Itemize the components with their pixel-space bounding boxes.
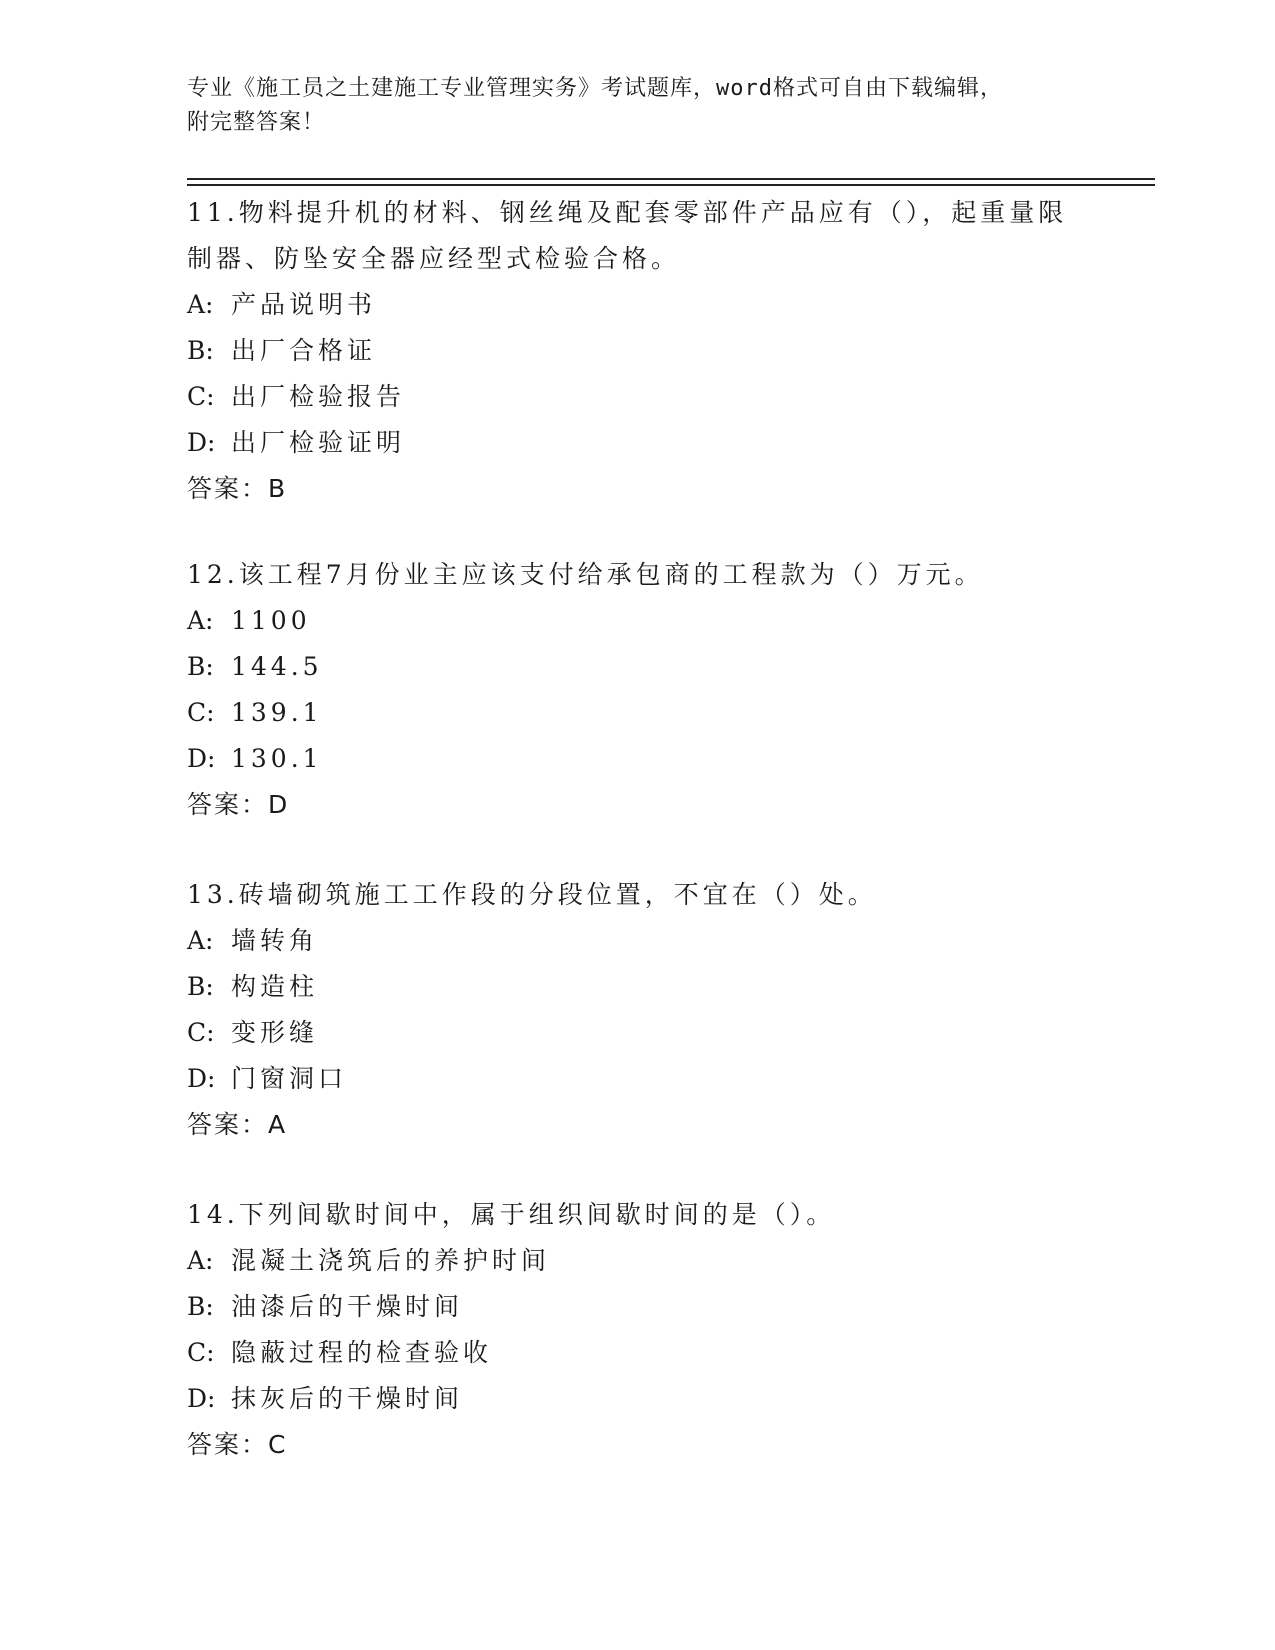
option-c bbox=[187, 1330, 1087, 1376]
option-text: 油漆后的干燥时间 bbox=[231, 1292, 464, 1321]
option-key: D: bbox=[187, 428, 216, 457]
option-c bbox=[187, 1010, 1087, 1056]
option-text: 隐蔽过程的检查验收 bbox=[231, 1338, 493, 1367]
option-d bbox=[187, 1056, 1087, 1102]
option-key: A: bbox=[187, 926, 214, 955]
question-11 bbox=[187, 190, 1087, 512]
option-b bbox=[187, 964, 1087, 1010]
option-key: B: bbox=[187, 972, 214, 1001]
answer-line bbox=[187, 782, 1087, 828]
answer-value: A bbox=[268, 1110, 288, 1139]
option-key: B: bbox=[187, 652, 214, 681]
question-text: 14.下列间歇时间中，属于组织间歇时间的是（）。 bbox=[187, 1200, 836, 1229]
option-key: D: bbox=[187, 744, 216, 773]
option-key: C: bbox=[187, 1338, 215, 1367]
option-d bbox=[187, 1376, 1087, 1422]
option-key: A: bbox=[187, 606, 214, 635]
header-divider-bottom bbox=[187, 184, 1155, 186]
option-a bbox=[187, 1238, 1087, 1284]
answer-prefix: 答案： bbox=[187, 1110, 269, 1139]
answer-line bbox=[187, 1422, 1087, 1468]
option-key: A: bbox=[187, 1246, 214, 1275]
option-key: C: bbox=[187, 382, 215, 411]
option-text: 144.5 bbox=[231, 652, 323, 681]
option-a bbox=[187, 282, 1087, 328]
option-text: 139.1 bbox=[231, 698, 323, 727]
header-divider-top bbox=[187, 178, 1155, 180]
option-b bbox=[187, 1284, 1087, 1330]
document-header bbox=[187, 72, 1087, 140]
option-text: 130.1 bbox=[231, 744, 323, 773]
option-key: B: bbox=[187, 1292, 214, 1321]
question-text: 13.砖墙砌筑施工工作段的分段位置，不宜在（）处。 bbox=[187, 880, 877, 909]
option-text: 门窗洞口 bbox=[231, 1064, 348, 1093]
answer-prefix: 答案： bbox=[187, 790, 269, 819]
option-key: D: bbox=[187, 1064, 216, 1093]
option-text: 出厂检验证明 bbox=[231, 428, 406, 457]
option-key: D: bbox=[187, 1384, 216, 1413]
option-d bbox=[187, 420, 1087, 466]
option-b bbox=[187, 328, 1087, 374]
option-c bbox=[187, 374, 1087, 420]
option-text: 出厂检验报告 bbox=[231, 382, 406, 411]
option-b bbox=[187, 644, 1087, 690]
option-text: 混凝土浇筑后的养护时间 bbox=[231, 1246, 551, 1275]
answer-value: B bbox=[268, 474, 288, 503]
answer-value: C bbox=[268, 1430, 288, 1459]
option-key: B: bbox=[187, 336, 214, 365]
option-text: 1100 bbox=[231, 606, 311, 635]
option-text: 墙转角 bbox=[231, 926, 319, 955]
answer-value: D bbox=[268, 790, 290, 819]
option-text: 出厂合格证 bbox=[231, 336, 377, 365]
question-12 bbox=[187, 552, 1087, 828]
option-a bbox=[187, 918, 1087, 964]
question-13 bbox=[187, 872, 1087, 1148]
option-text: 变形缝 bbox=[231, 1018, 319, 1047]
option-key: A: bbox=[187, 290, 214, 319]
answer-prefix: 答案： bbox=[187, 1430, 269, 1459]
question-14 bbox=[187, 1192, 1087, 1468]
answer-line bbox=[187, 1102, 1087, 1148]
option-key: C: bbox=[187, 698, 215, 727]
option-key: C: bbox=[187, 1018, 215, 1047]
option-c bbox=[187, 690, 1087, 736]
option-text: 抹灰后的干燥时间 bbox=[231, 1384, 464, 1413]
option-text: 构造柱 bbox=[231, 972, 319, 1001]
question-text: 11.物料提升机的材料、钢丝绳及配套零部件产品应有（），起重量限制器、防坠安全器应经型式检验合格。 bbox=[187, 198, 1068, 273]
option-d bbox=[187, 736, 1087, 782]
answer-prefix: 答案： bbox=[187, 474, 269, 503]
header-line-1: 专业《施工员之土建施工专业管理实务》考试题库，word格式可自由下载编辑， bbox=[187, 76, 1003, 101]
header-line-2: 附完整答案！ bbox=[187, 110, 326, 135]
answer-line bbox=[187, 466, 1087, 512]
option-a bbox=[187, 598, 1087, 644]
question-text: 12.该工程7月份业主应该支付给承包商的工程款为（）万元。 bbox=[187, 560, 984, 589]
option-text: 产品说明书 bbox=[231, 290, 377, 319]
